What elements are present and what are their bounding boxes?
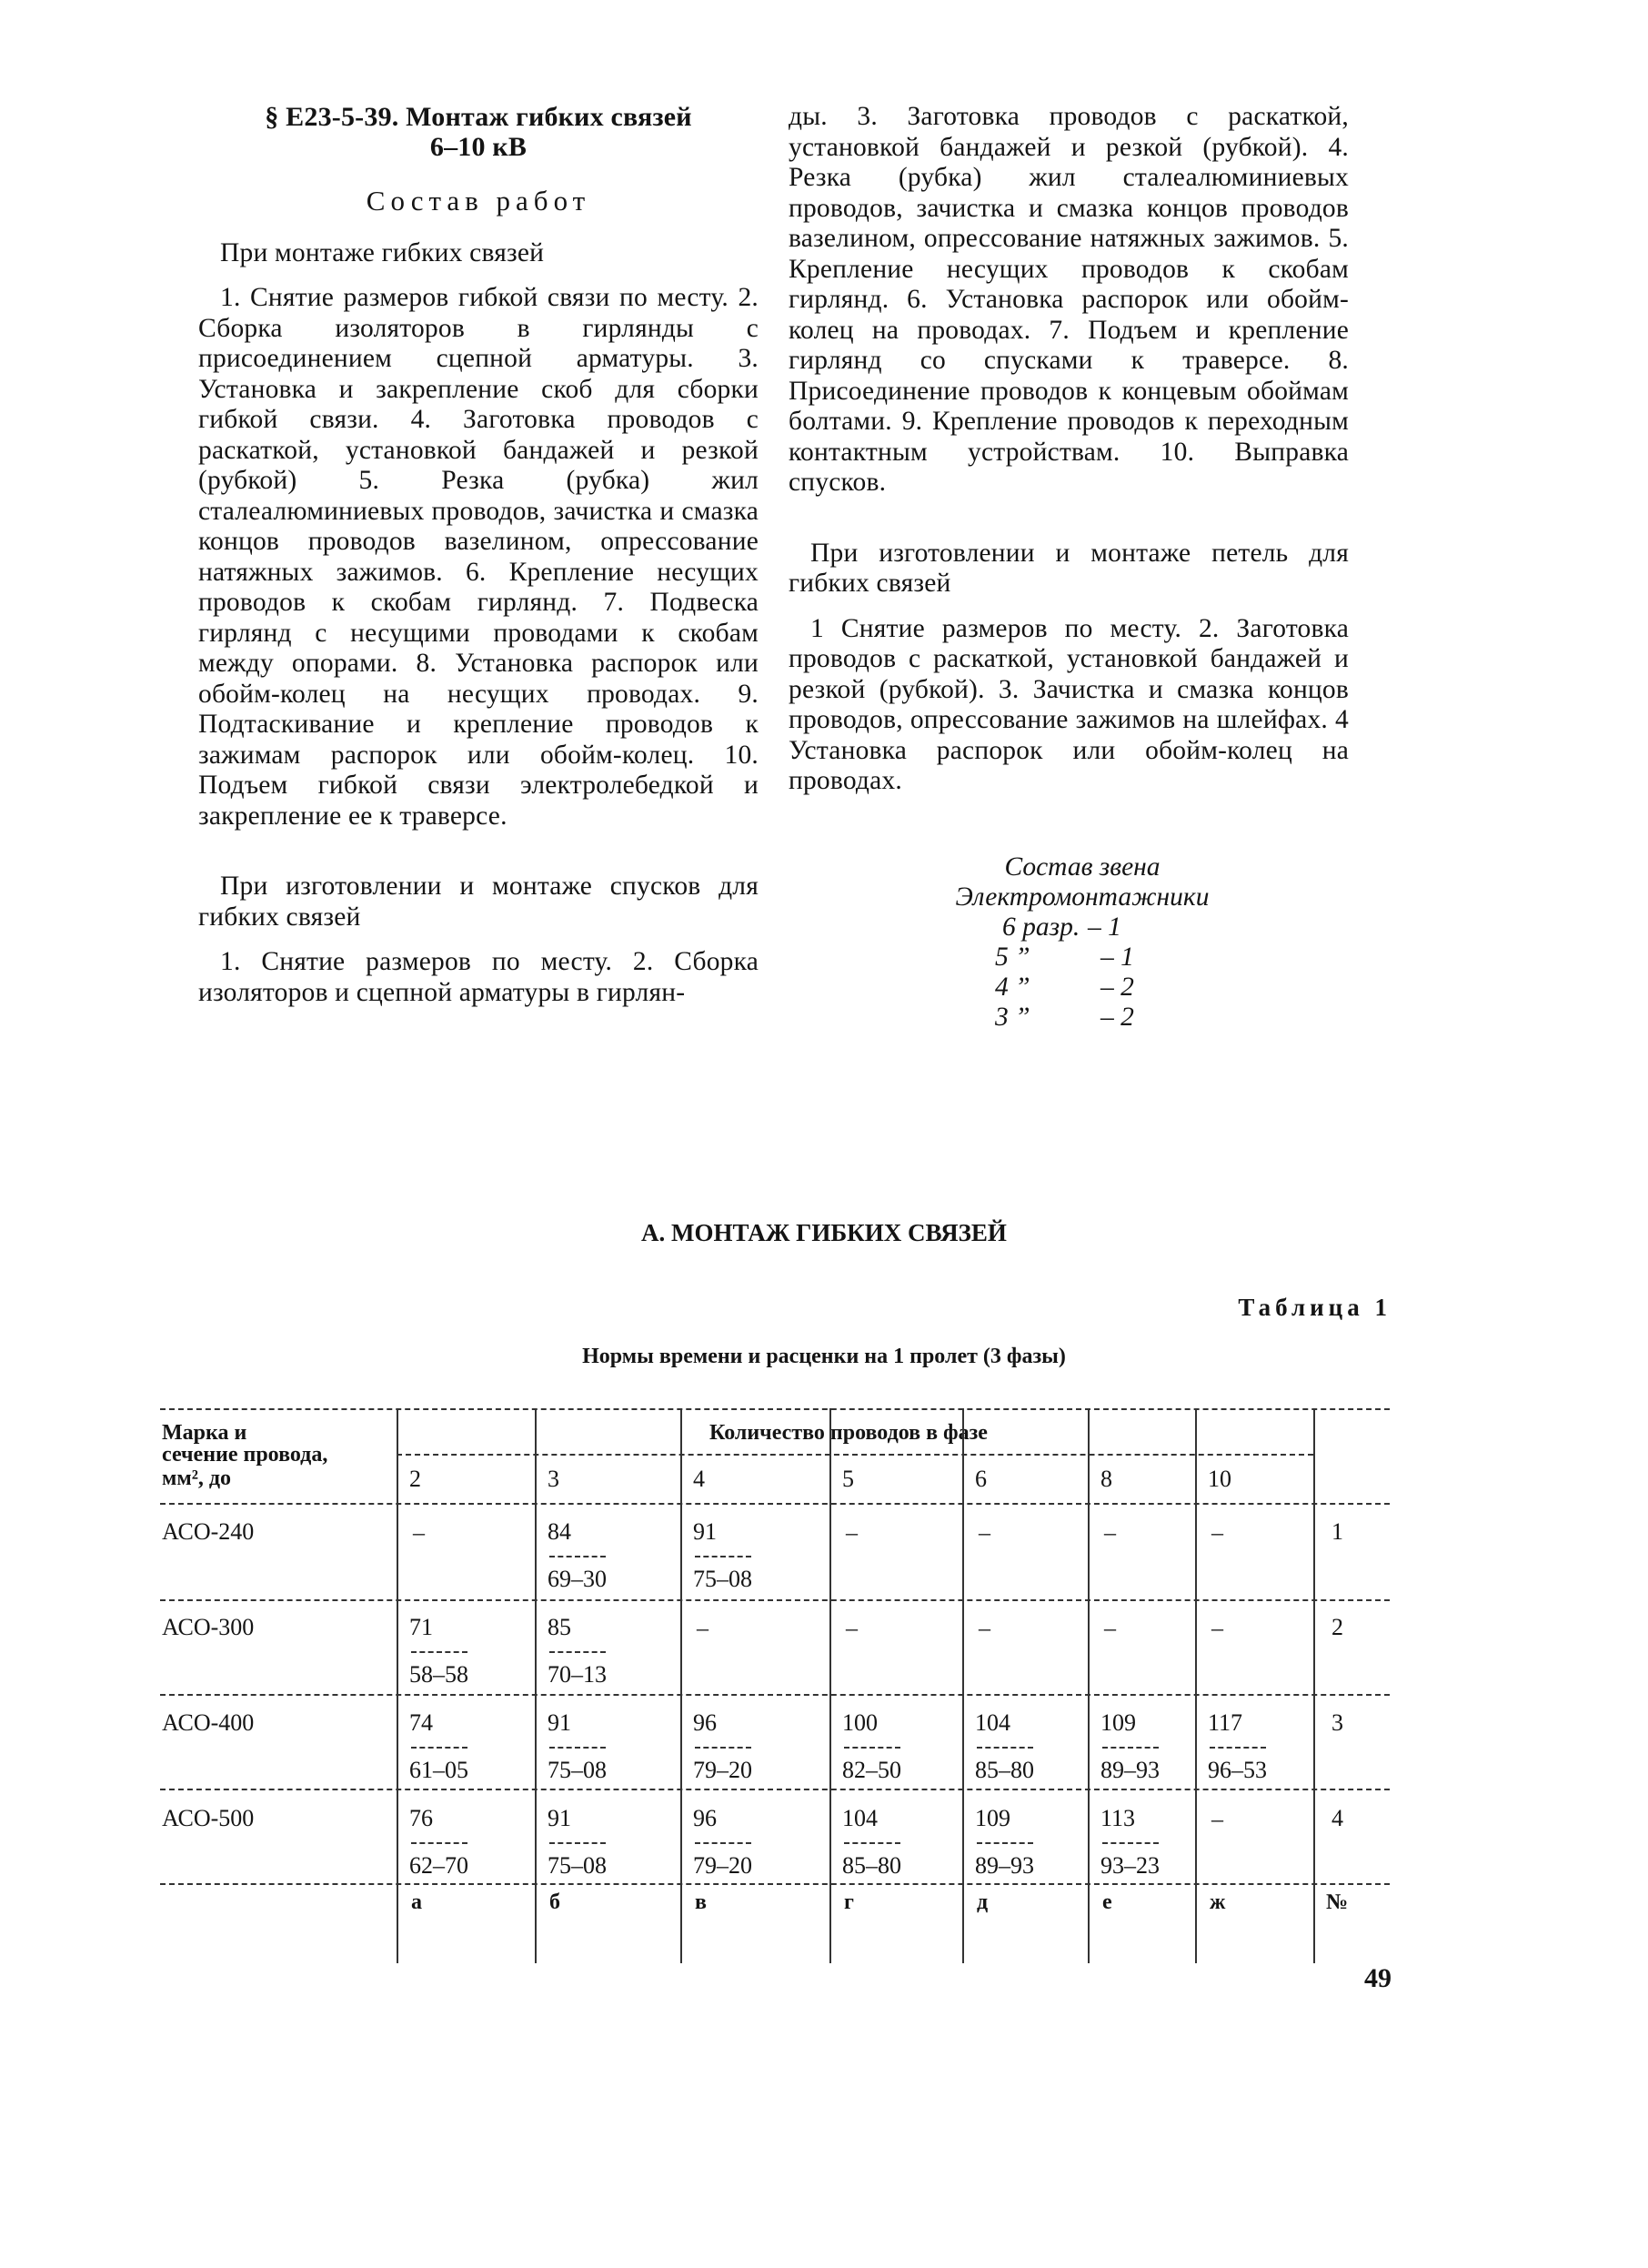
empty-cell: – <box>1104 1615 1116 1641</box>
empty-cell: – <box>979 1615 990 1641</box>
empty-cell: – <box>1211 1806 1223 1832</box>
column-rule <box>680 1408 682 1963</box>
section-heading: § Е23-5-39. Монтаж гибких связей <box>265 102 692 132</box>
fraction-bar <box>411 1747 467 1749</box>
empty-cell: – <box>979 1519 990 1546</box>
time-norm: 113 <box>1100 1805 1136 1831</box>
row-number: 1 <box>1331 1518 1343 1545</box>
table-rule <box>160 1408 1390 1410</box>
norm-cell <box>693 1710 752 1783</box>
crew-grade: 6 разр. <box>1002 912 1080 942</box>
row-number: 2 <box>1331 1614 1343 1640</box>
fraction-bar <box>695 1556 751 1557</box>
norm-cell <box>975 1710 1034 1783</box>
page-number: 49 <box>1364 1963 1392 1993</box>
column-rule <box>1088 1408 1090 1963</box>
empty-cell: – <box>1104 1519 1116 1546</box>
crew-row <box>909 942 1255 973</box>
column-rule <box>397 1408 398 1963</box>
time-norm: 104 <box>842 1805 878 1831</box>
right-column <box>789 102 1349 797</box>
crew-row <box>909 973 1255 1003</box>
wire-count-header: 6 <box>975 1466 987 1492</box>
section-a-title: А. МОНТАЖ ГИБКИХ СВЯЗЕЙ <box>641 1219 1007 1246</box>
norm-cell <box>409 1615 468 1688</box>
rate-value: 79–20 <box>693 1852 752 1879</box>
empty-cell: – <box>846 1519 858 1546</box>
rate-value: 58–58 <box>409 1661 468 1688</box>
wire-count-header: 4 <box>693 1466 705 1492</box>
wire-brand: АСО-240 <box>162 1518 255 1545</box>
time-norm: 117 <box>1208 1709 1243 1736</box>
column-letter: ж <box>1210 1890 1226 1914</box>
wire-count-header: 5 <box>842 1466 854 1492</box>
fraction-bar <box>1210 1747 1266 1749</box>
mounting-subtitle: При монтаже гибких связей <box>220 237 545 267</box>
crew-count: – 1 <box>1088 912 1121 942</box>
wire-count-header: 2 <box>409 1466 421 1492</box>
norm-cell <box>693 1519 752 1592</box>
crew-grade: 5 ” <box>995 942 1030 972</box>
table-label: Таблица 1 <box>1238 1294 1392 1321</box>
row-number: 4 <box>1331 1805 1343 1831</box>
column-letter: а <box>411 1890 422 1914</box>
fraction-bar <box>411 1842 467 1844</box>
fraction-bar <box>844 1842 900 1844</box>
brand-header-line2: сечение провода, <box>162 1443 328 1467</box>
time-norm: 76 <box>409 1805 433 1831</box>
time-norm: 91 <box>548 1709 571 1736</box>
wire-brand: АСО-500 <box>162 1805 255 1831</box>
rate-value: 82–50 <box>842 1757 901 1783</box>
table-caption: Нормы времени и расценки на 1 пролет (3 фазы) <box>582 1345 1066 1368</box>
rate-value: 62–70 <box>409 1852 468 1879</box>
empty-cell: – <box>1211 1519 1223 1546</box>
fraction-bar <box>411 1651 467 1653</box>
column-letter: г <box>844 1890 854 1914</box>
rate-value: 79–20 <box>693 1757 752 1783</box>
rate-value: 75–08 <box>693 1566 752 1592</box>
norm-cell <box>975 1806 1034 1879</box>
wire-brand: АСО-400 <box>162 1709 255 1736</box>
row-number-header: № <box>1326 1890 1349 1914</box>
wire-count-header: 8 <box>1100 1466 1112 1492</box>
table-rule <box>160 1599 1390 1601</box>
norm-cell <box>1100 1806 1160 1879</box>
fraction-bar <box>977 1842 1033 1844</box>
rate-value: 93–23 <box>1100 1852 1160 1879</box>
column-letter: д <box>977 1890 989 1914</box>
fraction-bar <box>844 1747 900 1749</box>
descents-subtitle: При изготовлении и монтаже спусков для гибких связей <box>198 872 759 932</box>
fraction-bar <box>977 1747 1033 1749</box>
norm-cell <box>548 1615 607 1688</box>
crew-count: – 2 <box>1100 973 1134 1002</box>
empty-cell: – <box>697 1615 708 1641</box>
norm-cell <box>1100 1710 1160 1783</box>
table-rule <box>160 1883 1390 1885</box>
norm-cell <box>548 1806 607 1879</box>
norm-cell <box>548 1519 607 1592</box>
fraction-bar <box>549 1747 606 1749</box>
table-rule <box>160 1789 1390 1790</box>
rate-value: 70–13 <box>548 1661 607 1688</box>
crew-composition <box>909 852 1255 1033</box>
time-norm: 84 <box>548 1518 571 1545</box>
crew-grade: 4 ” <box>995 973 1030 1002</box>
norm-cell <box>842 1806 901 1879</box>
fraction-bar <box>549 1651 606 1653</box>
crew-role: Электромонтажники <box>955 882 1210 912</box>
brand-header-line3: мм², до <box>162 1467 232 1490</box>
column-letter: б <box>549 1890 560 1914</box>
norm-cell <box>409 1710 468 1783</box>
fraction-bar <box>1102 1747 1159 1749</box>
rate-value: 75–08 <box>548 1852 607 1879</box>
rate-value: 85–80 <box>842 1852 901 1879</box>
column-rule <box>535 1408 537 1963</box>
crew-row <box>909 1003 1255 1033</box>
time-norm: 91 <box>693 1518 717 1545</box>
column-letter: в <box>695 1890 707 1914</box>
rate-value: 61–05 <box>409 1757 468 1783</box>
table-rule <box>160 1503 1390 1505</box>
section-heading-voltage: 6–10 кВ <box>429 132 528 162</box>
rate-value: 96–53 <box>1208 1757 1267 1783</box>
empty-cell: – <box>846 1615 858 1641</box>
table-rule <box>160 1694 1390 1696</box>
loops-steps: 1 Снятие размеров по месту. 2. Заготовка проводов с раскаткой, установкой бандажей и резкой (рубкой). 3. Зачистка и смазка концов проводов, опрессование зажимов на шлейфах. 4 Установка распорок или обойм-колец на проводах. <box>789 613 1349 795</box>
time-norm: 96 <box>693 1805 717 1831</box>
row-number: 3 <box>1331 1709 1343 1736</box>
crew-count: – 2 <box>1100 1003 1134 1032</box>
left-column <box>198 102 759 1008</box>
time-norm: 109 <box>975 1805 1010 1831</box>
fraction-bar <box>1102 1842 1159 1844</box>
norm-cell <box>842 1710 901 1783</box>
time-norm: 71 <box>409 1614 433 1640</box>
time-norm: 74 <box>409 1709 433 1736</box>
fraction-bar <box>549 1842 606 1844</box>
time-norm: 100 <box>842 1709 878 1736</box>
work-composition-title: Состав работ <box>366 185 591 217</box>
descents-steps-start: 1. Снятие размеров по месту. 2. Сборка изоляторов и сцепной арматуры в гирлян- <box>198 947 759 1007</box>
time-norm: 96 <box>693 1709 717 1736</box>
crew-row <box>909 912 1255 942</box>
brand-header-line1: Марка и <box>162 1421 247 1445</box>
column-rule <box>962 1408 964 1963</box>
mounting-steps: 1. Снятие размеров гибкой связи по месту. 2. Сборка изоляторов в гирлянды с присоединением сцепной арматуры. 3. Установка и закрепление скоб для сборки гибкой связи. 4. Заготовка проводов с раскаткой, установкой бандажей и резкой (рубкой) 5. Резка (рубка) жил сталеалюминиевых проводов, зачистка и смазка концов проводов вазелином, опрессование натяжных зажимов. 6. Крепление несущих проводов к скобам гирлянд. 7. Подвеска гирлянд с несущими проводами к скобам между опорами. 8. Установка распорок или обойм-колец на несущих проводах. 9. Подтаскивание и крепление проводов к зажимам распорок или обойм-колец. 10. Подъем гибкой связи электролебедкой и закрепление ее к траверсе. <box>198 283 759 831</box>
empty-cell: – <box>413 1519 425 1546</box>
time-norm: 104 <box>975 1709 1010 1736</box>
column-rule <box>829 1408 831 1963</box>
wire-brand: АСО-300 <box>162 1614 255 1640</box>
crew-count: – 1 <box>1100 942 1134 972</box>
descents-steps-continued: ды. 3. Заготовка проводов с раскаткой, установкой бандажей и резкой (рубкой). 4. Резка (рубка) жил сталеалюминиевых проводов, зачистка и смазка концов проводов вазелином, опрессование натяжных зажимов. 5. Крепление несущих проводов к скобам гирлянд. 6. Установка распорок или обойм-колец на проводах. 7. Подъем и крепление гирлянд со спусками к траверсе. 8. Присоединение проводов к концевым обоймам болтами. 9. Крепление проводов к переходным контактным устройствам. 10. Выправка спусков. <box>789 102 1349 497</box>
column-letter: е <box>1102 1890 1112 1914</box>
norm-cell <box>1208 1710 1267 1783</box>
empty-cell: – <box>1211 1615 1223 1641</box>
fraction-bar <box>695 1747 751 1749</box>
fraction-bar <box>695 1842 751 1844</box>
rate-value: 85–80 <box>975 1757 1034 1783</box>
wire-count-group-header: Количество проводов в фазе <box>709 1421 988 1445</box>
wire-count-header: 10 <box>1208 1466 1231 1492</box>
time-norm: 85 <box>548 1614 571 1640</box>
crew-grade: 3 ” <box>995 1003 1030 1032</box>
fraction-bar <box>549 1556 606 1557</box>
crew-title: Состав звена <box>1004 852 1161 882</box>
time-norm: 109 <box>1100 1709 1136 1736</box>
column-rule <box>1313 1408 1315 1963</box>
norm-cell <box>693 1806 752 1879</box>
wire-count-header: 3 <box>548 1466 559 1492</box>
time-norm: 91 <box>548 1805 571 1831</box>
rate-value: 69–30 <box>548 1566 607 1592</box>
norm-cell <box>548 1710 607 1783</box>
norm-cell <box>409 1806 468 1879</box>
rate-value: 89–93 <box>1100 1757 1160 1783</box>
rate-value: 75–08 <box>548 1757 607 1783</box>
loops-subtitle: При изготовлении и монтаже петель для гибких связей <box>789 538 1349 598</box>
rate-value: 89–93 <box>975 1852 1034 1879</box>
column-rule <box>1195 1408 1197 1963</box>
